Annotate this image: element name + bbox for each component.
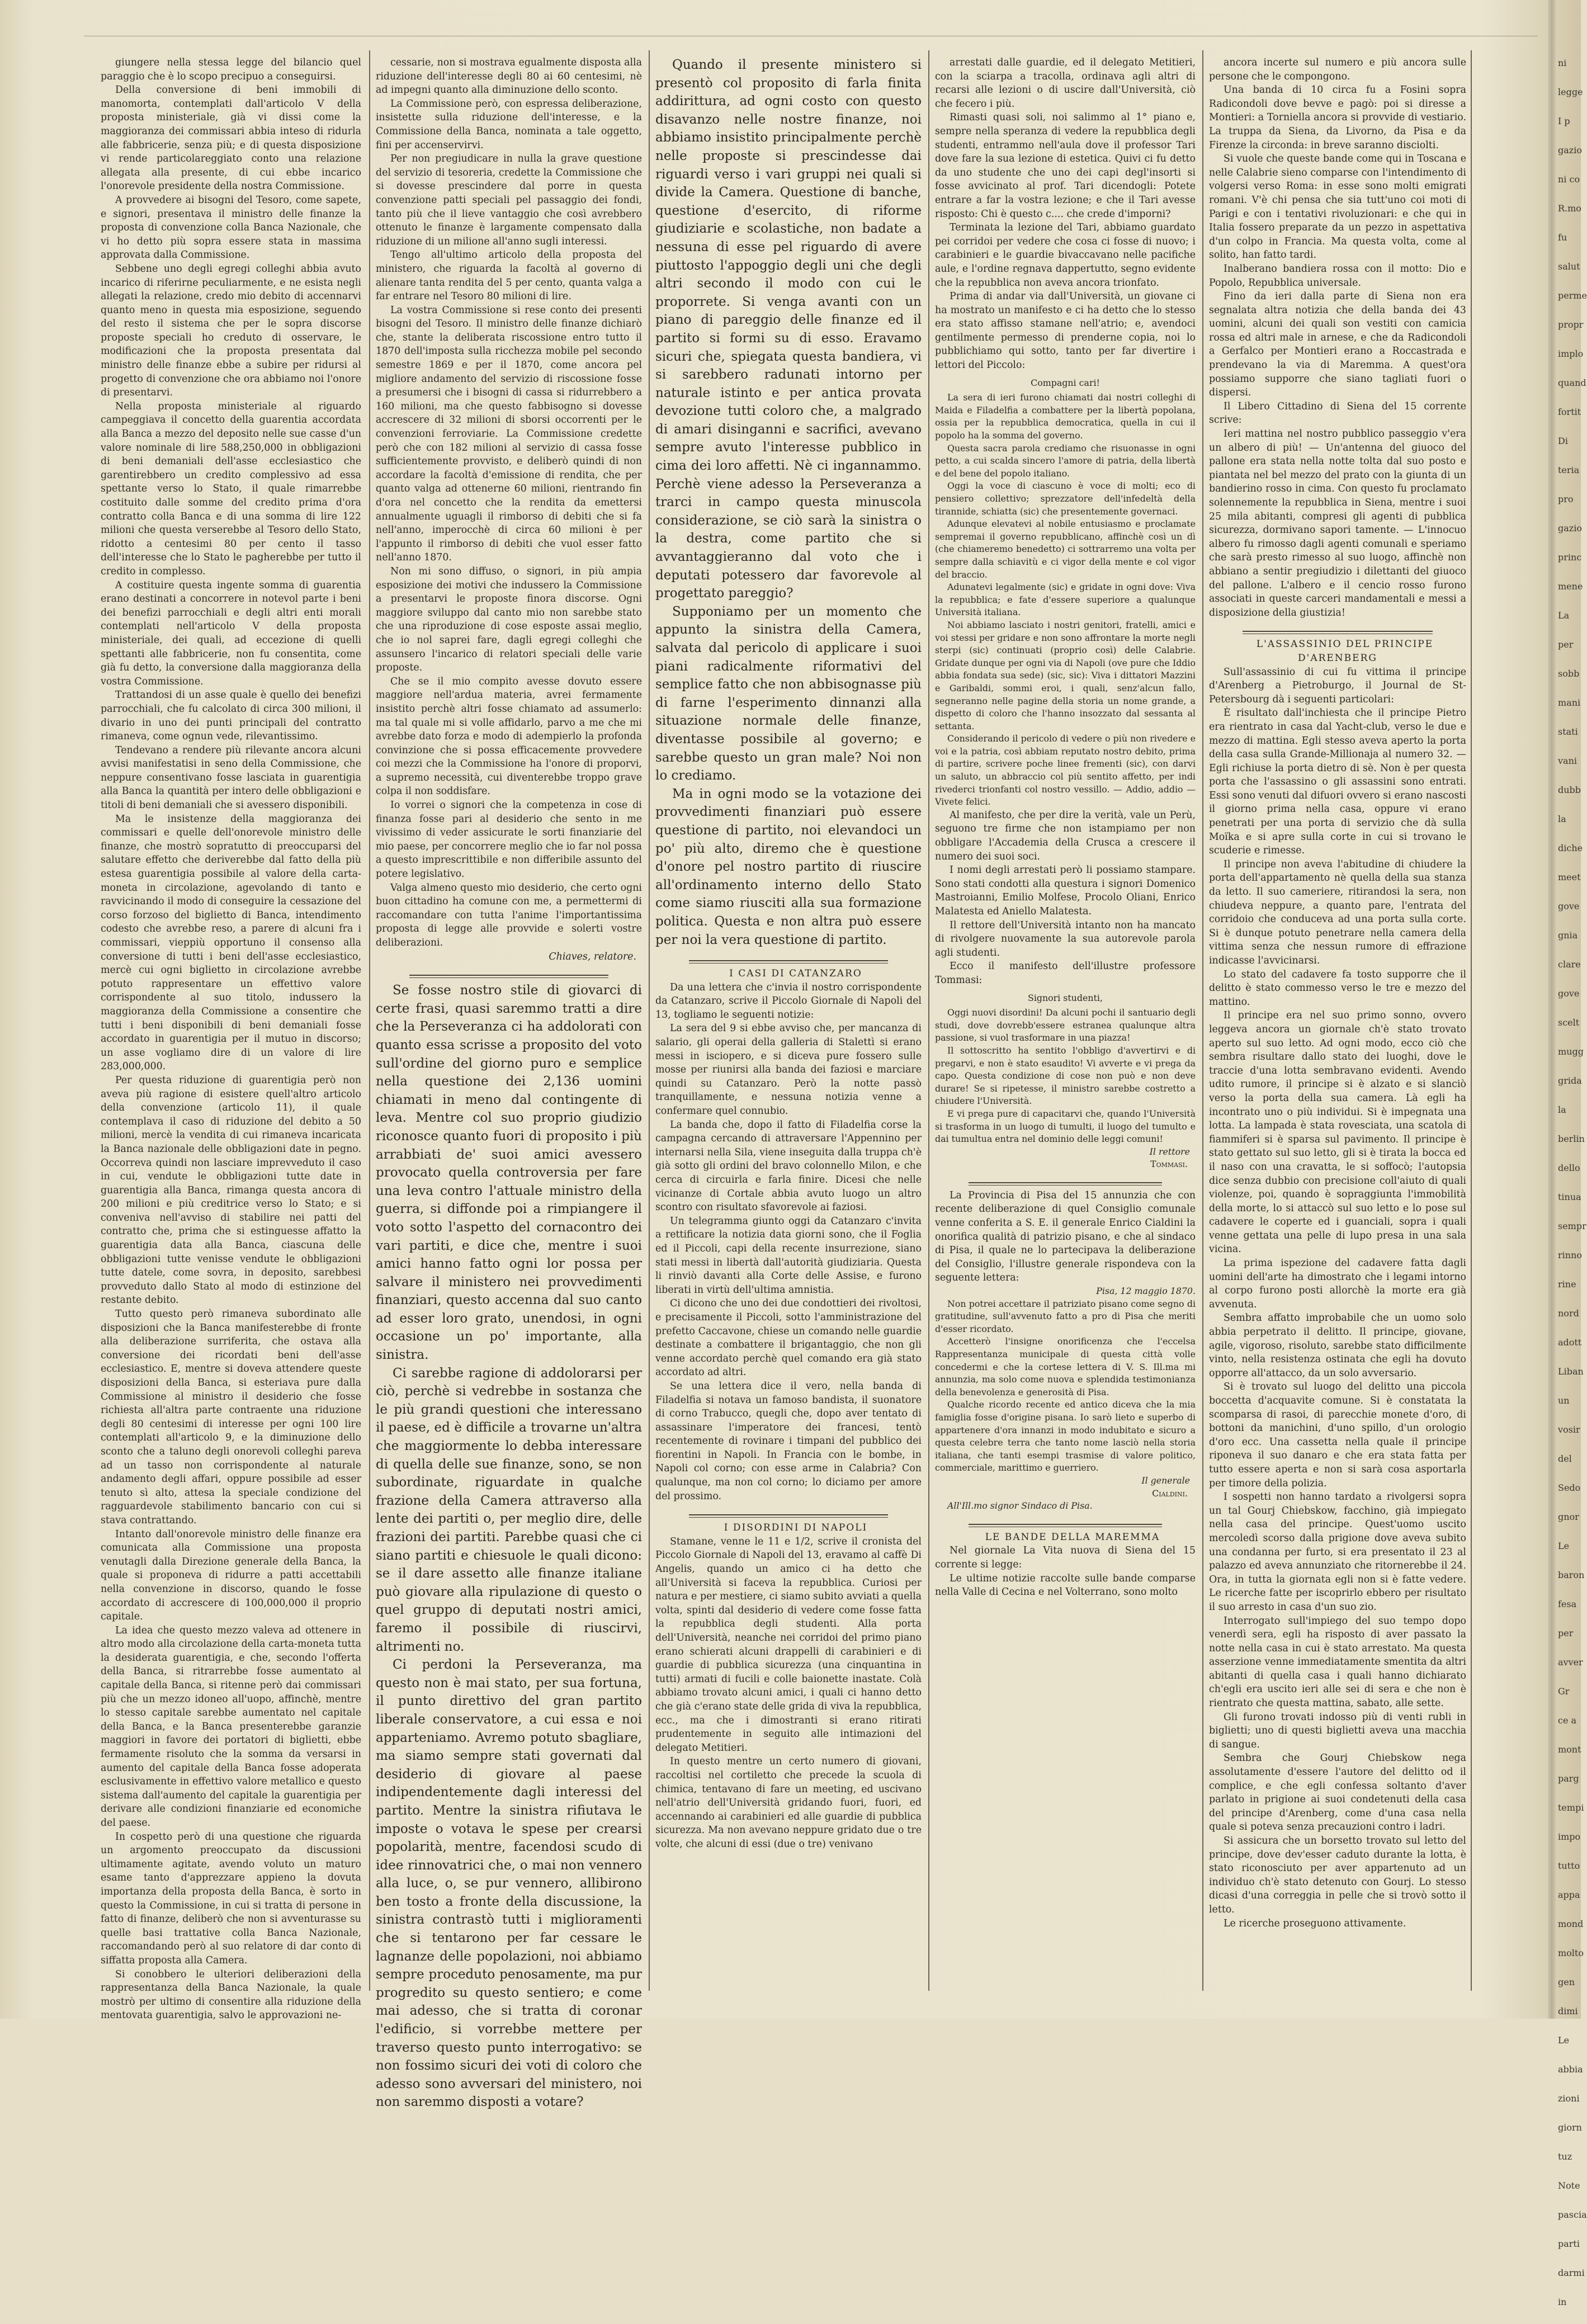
edge-fragment: R.mo [1558,203,1581,214]
col4-paragraph: Rimasti quasi soli, noi salimmo al 1° piano e, sempre nella speranza di vedere la repubblica degli studenti, entrammo nell'aula dove il professor Tari dove fare la sua lezione di estetica. Quivi ci fu detto da uno studente che uno dei capi degl'insorti si fosse avvicinato al prof. Tari dicendogli: Potete entrare a far la vostra lezione; e che il Tari avesse risposto: Chi è questo c.... che crede d'imporni? [935,112,1196,220]
col3-paragraph: La sera del 9 si ebbe avviso che, per mancanza di salario, gli operai della galleria di Stalettì si erano messi in isciopero, e si diceva pure fossero sulle mosse per riunirsi alla banda dei faziosi e marciare quindi su Catanzaro. Però la notte passò tranquillamente, e nessuna notizia venne a confermare quel connubio. [655,1023,922,1117]
col5-paragraph: Il Libero Cittadino di Siena del 15 corrente scrive: [1209,400,1466,426]
edge-fragment: propr [1558,319,1584,330]
col5-paragraph: È risultato dall'inchiesta che il principe Pietro era rientrato in casa dal Yacht-club, verso le due e mezzo di mattina. Egli stesso aveva aperto la porta della casa sulla Grande-Millionaja al numero 32. — Egli richiuse la porta dietro di sè. Non è per questa porta che l'assassino o gli assassini sono entrati. Essi sono venuti dal difuori ovvero si erano nascosti il giorno prima nella casa, oppure vi erano penetrati per una porta di servizio che dà sulla Moïka e si apre sulla corte in cui si trovano le scuderie e rimesse. [1209,707,1466,857]
edge-fragment: in [1558,2297,1567,2307]
edge-fragment: gazio [1558,145,1582,155]
letter-date: Pisa, 12 maggio 1870. [1096,1286,1196,1297]
edge-fragment: Di [1558,436,1568,446]
col4-paragraph: Il rettore dell'Università intanto non ha mancato di rivolgere nuovamente la sua autorevole parola agli studenti. [935,919,1196,958]
edge-fragment: dubb [1558,785,1581,795]
edge-fragment: ni [1558,58,1567,68]
edge-fragment: stati [1558,726,1578,737]
edge-fragment: grida [1558,1075,1582,1086]
col5-paragraph: Si è trovato sul luogo del delitto una piccola boccetta d'acquavite comune. Si è constatata la scomparsa di rasoi, di parecchie monete d'oro, di bottoni da manichini, d'uno spillo, d'un orologio d'oro ecc. Una cassetta nella quale il principe riponeva il suo danaro e che era stata fatta per tutto essere aperta e non si sarà cosa asportarla per timore della polizia. [1209,1381,1466,1489]
edge-fragment: sobb [1558,668,1580,679]
column-5 [1209,56,1466,1980]
letter-paragraph: Qualche ricordo recente ed antico diceva che la mia famiglia fosse d'origine pisana. Io sarò lieto e superbo di appartenere d'ora innanzi in modo indubitato e sicuro a questa celebre terra che tanto nome lasciò nella storia italiana, che tanti esempi trasmise di valore politico, commerciale, marittimo e guerriero. [935,1399,1196,1473]
rector-paragraph: Il sottoscritto ha sentito l'obbligo d'avvertirvi e di pregarvi, e non è stato esaudito! Vi avverte e vi prega da capo. Questa condizione di cose non può e non deve durare! Se si ripetesse, il ministro sarebbe costretto a chiudere l'Università. [935,1045,1196,1107]
edge-fragment: mond [1558,1919,1584,1929]
edge-fragment: gen [1558,1977,1575,1987]
manifesto-paragraph: La sera di ieri furono chiamati dai nostri colleghi di Maida e Filadelfia a combattere per la libertà popolana, ossia per la repubblica democratica, quella in cui il popolo ha la somma del governo. [935,392,1196,441]
edge-fragment: zioni [1558,2093,1580,2104]
manifesto-paragraph: Noi abbiamo lasciato i nostri genitori, fratelli, amici e voi stessi per gridare e non sono affrontare la morte negli sterpi (sic) continuati (proprio così) delle Calabrie. Gridate dunque per ogni via di Napoli (ove pure che Iddio abbia fondata sua sede) (sic, sic): Viva i dittatori Mazzini e Garibaldi, sommi eroi, i quali, senz'alcun fallo, segneranno nelle pagine della storia un nome grande, a dispetto di coloro che l'hanno insozzato dal sessanta al settanta. [935,619,1196,731]
letter-signature-name: Cialdini. [1152,1487,1188,1499]
edge-fragment: impo [1558,1831,1581,1842]
article-separator [689,1514,888,1518]
col5-paragraph: I sospetti non hanno tardato a rivolgersi sopra un tal Gourj Chiebskow, facchino, già impiegato nella casa del principe. Quest'uomo uscito mercoledì scorso dalla prigione dove aveva subito una condanna per furto, si era presentato il 23 al palazzo ed aveva annunziato che ritornerebbe il 24. Ora, in tutta la giornata egli non si è fatte vedere. Le ricerche fatte per iscoprirlo ebbero per risultato il suo arresto in casa d'un suo zio. [1209,1491,1466,1613]
col4-paragraph: Terminata la lezione del Tari, abbiamo guardato pei corridoi per vedere che cosa ci fosse di nuovo; i carabinieri e le guardie bivaccavano nelle pacifiche aule, e l'ordine regnava dappertutto, segno evidente che la repubblica non aveva ancora trionfato. [935,222,1196,289]
col5-paragraph: Il principe non aveva l'abitudine di chiudere la porta dell'appartamento nè quella della sua stanza da letto. Il suo cameriere, ritirandosi la sera, non chiudeva neppure, a quanto pare, l'entrata del corridoio che conduceva ad una porta sulla corte. Si è dunque potuto penetrare nella camera della vittima senza che nessun rumore di effrazione indicasse l'avvicinarsi. [1209,858,1466,966]
edge-fragment: la [1558,814,1566,824]
edge-fragment: Le [1558,2035,1570,2046]
column-2 [376,56,642,2110]
edge-fragment: vosir [1558,1424,1580,1435]
col1-paragraph: Trattandosi di un asse quale è quello dei benefizi parrocchiali, che fu calcolato di circa 300 milioni, il divario in uno dei punti principali del contratto rimaneva, come ognun vede, rilevantissimo. [101,689,361,743]
edge-fragment: pascia [1558,2209,1587,2220]
col1-paragraph: Nella proposta ministeriale al riguardo campeggiava il concetto della guarentia accordata alla Banca a mezzo del deposito nelle sue casse d'un valore nominale di lire 588,250,000 in obbligazioni di beni demaniali dell'asse ecclesiastico che garentirebbero un credito complessivo ad essa spettante verso lo Stato, il quale rimarrebbe costituito dalle somme del credito prima d'ora contratto colla Banca e di una somma di lire 122 milioni che questa verserebbe al Tesoro dello Stato, ridotto a centesimi 80 per cento il tasso dell'interesse che lo Stato le pagherebbe per tutto il credito in complesso. [101,400,361,577]
edge-fragment: parg [1558,1773,1579,1784]
col2-paragraph: Per non pregiudicare in nulla la grave questione del servizio di tesoreria, credette la Commissione che si dovesse prescindere dal porre in questa convenzione patti speciali pel passaggio dei fondi, tanto più che il lieve vantaggio che così avrebbero ottenuto le finanze è largamente compensato dalla riduzione di un milione all'anno sugli interessi. [376,153,642,247]
edge-fragment: sempr [1558,1221,1586,1231]
edge-fragment: gnor [1558,1511,1579,1522]
edge-fragment: ce a [1558,1715,1577,1726]
col1-paragraph: Si conobbero le ulteriori deliberazioni della rappresentanza della Banca Nazionale, la quale mostrò per ultimo di consentire alla riduzione della mentovata guarentigia, salvo le approvazioni ne- [101,1968,361,2021]
edge-fragment: princ [1558,552,1582,563]
edge-fragment: rine [1558,1279,1576,1289]
col2-paragraph: Ci perdoni la Perseveranza, ma questo non è mai stato, per sua fortuna, il punto direttivo del gran partito liberale conservatore, a cui essa e noi apparteniamo. Avremo potuto sbagliare, ma siamo sempre stati governati dal desiderio di giovare al paese indipendentemente dagli interessi del partito. Mentre la sinistra rifiutava le imposte o votava le spese per crearsi popolarità, mentre, facendosi scudo di idee rinnovatrici che, o mai non vennero alla luce, o, se pur vennero, allibirono ben tosto a fronte della discussione, la sinistra contrastò tutti i miglioramenti che si tentarono per far cessare le lagnanze delle popolazioni, noi abbiamo sempre proceduto penosamente, ma pur progredito su questo sentiero; e come mai adesso, che si tratta di coronar l'edificio, si vorrebbe mettere per traverso questo punto interrogativo: se non fossimo sicuri dei voti di coloro che adesso sono avversari del ministero, noi non saremmo disposti a votare? [376,1657,642,2110]
edge-fragment: teria [1558,465,1580,475]
col3-paragraph: Supponiamo per un momento che appunto la sinistra della Camera, salvata dal pericolo di applicare i suoi piani radicalmente riformativi del semplice fatto che non abbisognasse più di farne l'esperimento dinnanzi alla situazione normale delle finanze, diventasse possibile al governo; e sarebbe questo un gran male? Noi non lo crediamo. [655,604,922,783]
article-separator [409,975,608,978]
col5-paragraph: Si assicura che un borsetto trovato sul letto del principe, dove dev'esser caduto durante la lotta, è stato riconosciuto per aver appartenuto ad un individuo ch'è stato detenuto con Gourj. Lo stesso dicasi d'una correggia in pelle che si trovò sotto il letto. [1209,1835,1466,1915]
edge-fragment: ni co [1558,174,1580,185]
rector-paragraph: Oggi nuovi disordini! Da alcuni pochi il santuario degli studi, dove dovrebb'essere estranea qualunque altra passione, si vuol trasformare in una piazza! [935,1007,1196,1043]
perseveranza-article [376,981,642,2112]
col5-paragraph: Inalberano bandiera rossa con il motto: Dio e Popolo, Repubblica universale. [1209,263,1466,289]
edge-fragment: dimi [1558,2006,1578,2016]
edge-fragment: Le [1558,1541,1570,1551]
edge-fragment: gove [1558,988,1580,999]
manifesto-paragraph: Considerando il pericolo di vedere o più non rivedere e voi e la patria, così abbiam reputato nostro debito, prima di partire, scrivere poche linee frementi (sic), con darvi un saluto, un abbraccio col più sentito affetto, per indi rivederci trionfanti col nostro vessillo. — Addio, addio — Vivete felici. [935,733,1196,807]
column-rule [649,50,650,1991]
col3-paragraph: Se una lettera dice il vero, nella banda di Filadelfia si notava un famoso bandista, il suonatore di corno Trabucco, quegli che, dopo aver tentato di assassinare l'imperatore dei francesi, tentò recentemente di rovinare i timpani del pubblico dei fiorentini in Napoli. In Francia con le bombe, in Napoli col corno; con esse arme in Calabria? Con qualunque, ma non col corno; lo diciamo per amore del prossimo. [655,1380,922,1502]
col1-paragraph: Per questa riduzione di guarentigia però non aveva più ragione di esistere quell'altro articolo della convenzione (articolo 11), il quale contemplava il caso di riduzione del debito a 50 milioni, mercè la vendita di cui rimaneva incaricata la Banca nazionale delle obbligazioni date in pegno. Occorreva quindi non lasciare imprevveduto il caso in cui, vendute le obbligazioni tutte date in guarentigia alla Banca, rimanga questa ancora di 200 milioni e più creditrice verso lo Stato; e si conveniva nell'avviso di stabilire nei patti del contratto che, prima che si estinguesse affatto la guarentigia data alla Banca, ciascuna delle obbligazioni tutte venisse vendute le obbligazioni tutte datele, come sovra, in deposito, sarebbesi provveduto dallo Stato al modo di estinzione del restante debito. [101,1074,361,1306]
col1-paragraph: In cospetto però di una questione che riguarda un argomento preoccupato da discussioni ultimamente agitate, avendo voluto un maturo esame tanto d'apprezzare appieno la dovuta importanza della proposta della Banca, è sorto in questo la Commissione, in cui si tratta di persone in fatto di finanze, deliberò che non si avventurasse su quelle basi trattative colla Banca Nazionale, raccomandando però al suo relatore di dar conto di siffatta proposta alla Camera. [101,1831,361,1966]
relatore-signature: Chiaves, relatore. [549,951,636,962]
col3-paragraph: In questo mentre un certo numero di giovani, raccoltisi nel cortiletto che precede la scuola di chimica, tentavano di fare un meeting, ed uscivano nell'atrio dell'Università gridando fuori, fuori, ed accennando ai carabinieri ed alle guardie di pubblica sicurezza. Ma non avevano neppure gridato due o tre volte, che alcuni di essi (due o tre) venivano [655,1756,922,1850]
manifesto-students [935,377,1196,809]
col1-paragraph: Tendevano a rendere più rilevante ancora alcuni avvisi manifestatisi in seno della Commissione, che neppure consentivano fosse lasciata in guarentigia alla Banca la quantità per intero delle obbligazioni e titoli di beni demaniali che si avessero disponibili. [101,744,361,811]
col5-paragraph: Interrogato sull'impiego del suo tempo dopo venerdì sera, egli ha risposto di aver passato la notte nella casa in cui è stato arrestato. Ma questa asserzione venne immediatamente smentita da altri abitanti di quella casa i quali hanno dichiarato ch'egli era uscito ieri alle sei di sera e che non è rientrato che questa mattina, sabato, alle sette. [1209,1615,1466,1709]
column-1 [101,56,361,2021]
col2-paragraph: Valga almeno questo mio desiderio, che certo ogni buon cittadino ha comune con me, a permettermi di raccomandare con tutta l'anime l'importantissima proposta di legge alle provvide e solerti vostre deliberazioni. [376,882,642,948]
letter-paragraph: Non potrei accettare il patriziato pisano come segno di gratitudine, sull'avvenuto fatto a pro di Pisa che meriti d'esser ricordato. [935,1298,1196,1334]
rector-paragraph: E vi prega pure di capacitarvi che, quando l'Università si trasforma in un luogo di tumulti, il luogo del tumulto e dai tumultua entra nel dominio delle leggi comuni! [935,1108,1196,1145]
column-3 [655,56,922,1980]
edge-fragment: implo [1558,348,1584,359]
section-title-catanzaro: I CASI DI CATANZARO [729,968,862,980]
col4-paragraph: Ecco il manifesto dell'illustre professore Tommasi: [935,961,1196,986]
edge-fragment: un [1558,1395,1570,1406]
col1-paragraph: Tutto questo però rimaneva subordinato alle disposizioni che la Banca manifesterebbe di fronte alla deliberazione surriferita, che ostava alla conversione dei ricordati beni dell'asse ecclesiastico. E, mentre si doveva attendere queste disposizioni della Banca, si esteriava pure dalla Commissione al ministro il desiderio che fosse richiesta all'altra parte contraente una riduzione degli 80 centesimi di interesse per ogni 100 lire contemplati all'articolo 9, e la diminuzione dello sconto che a taluno degli onorevoli colleghi pareva ad un tasso non corrispondente al naturale andamento degli affari, oppure possibile ad esser tenuto sì alto, attesa la speciale condizione del ragguardevole stabilimento bancario con cui si stava contrattando. [101,1309,361,1526]
col4-paragraph: Nel giornale La Vita nuova di Siena del 15 corrente si legge: [935,1545,1196,1570]
column-rule [928,50,929,1991]
col4-paragraph: arrestati dalle guardie, ed il delegato Metitieri, con la sciarpa a tracolla, ordinava agli altri di recarsi alle lezioni o di uscire dall'Università, ciò che fecero i più. [935,57,1196,110]
section-title-arenberg: L'ASSASSINIO DEL PRINCIPE D'ARENBERG [1256,639,1434,664]
edge-fragment: mene [1558,581,1583,592]
col1-paragraph: Sebbene uno degli egregi colleghi abbia avuto incarico di riferirne peculiarmente, e ne esista negli allegati la relazione, credo mio debito di accennarvi quanto meno in questa mia esposizione, seguendo del resto il sistema che per le sopra discorse proposte speciali ho creduto di osservare, le modificazioni che la proposta presentata dal ministro delle finanze ebbe a subire per ridursi al progetto di convenzione che ora abbiamo noi l'onore di presentarvi. [101,263,361,399]
edge-fragment: diche [1558,843,1583,853]
edge-fragment: dello [1558,1163,1580,1173]
edge-fragment: Gr [1558,1686,1570,1697]
column-rule [1202,50,1203,1991]
col3-paragraph: Da una lettera che c'invia il nostro corrispondente da Catanzaro, scrive il Piccolo Giornale di Napoli del 13, togliamo le seguenti notizie: [655,981,922,1021]
col1-paragraph: A costituire questa ingente somma di guarentia erano destinati a concorrere in notevol parte i beni dei benefizi parrocchiali e degli altri enti morali contemplati nell'articolo V della proposta ministeriale, dei quali, ad eccezione di quelli spettanti alle fabbricerie, non fu consentita, come già fu detto, la conversione dalla maggioranza della vostra Commissione. [101,579,361,687]
edge-fragment: per [1558,639,1574,650]
col2-paragraph: Tengo all'ultimo articolo della proposta del ministero, che riguarda la facoltà al governo di alienare tanta rendita del 5 per cento, quanta valga a far entrare nel Tesoro 80 milioni di lire. [376,249,642,303]
next-page-edge-fragments [1558,56,1587,2307]
edge-fragment: perme [1558,290,1587,301]
edge-fragment: berlin [1558,1133,1585,1144]
rector-heading: Signori studenti, [1028,992,1103,1003]
col3-paragraph: La banda che, dopo il fatto di Filadelfia corse la campagna cercando di attraversare l'Appennino per internarsi nella Sila, viene inseguita dalla truppa ch'è già sotto gli ordini del bravo colonnello Milon, e che cerca di circuirla e farla finire. Dicesi che nelle vicinanze di Cortale abbia avuto luogo un altro scontro con risultato sfavorevole ai faziosi. [655,1119,922,1213]
edge-fragment: scelt [1558,1017,1580,1028]
edge-fragment: tuz [1558,2151,1572,2162]
edge-fragment: fortit [1558,407,1581,417]
col1-paragraph: Della conversione di beni immobili di manomorta, contemplati dall'articolo V della proposta ministeriale, già vi dissi come la maggioranza dei commissari abbia inteso di ridurla alle fabbricerie, senza più; e di questa disposizione vi rende particolareggiato conto una relazione allegata alla presente, di cui ebbe incarico l'onorevole presidente della nostra Commissione. [101,84,361,192]
edge-fragment: vani [1558,755,1577,766]
edge-fragment: I p [1558,116,1570,126]
col2-paragraph: Io vorrei o signori che la competenza in cose di finanza fosse pari al desiderio che sento in me vivissimo di veder assicurate le sorti finanziarie del mio paese, per concorrere meglio che io far nol possa a questo imprescrittibile e non differibile assunto del potere legislativo. [376,800,642,880]
edge-fragment: adott [1558,1337,1582,1348]
edge-fragment: mugg [1558,1046,1584,1057]
edge-fragment: fesa [1558,1599,1577,1609]
article-separator [969,1182,1162,1185]
edge-fragment: per [1558,1628,1574,1638]
editorial-continued [655,56,922,949]
col2-paragraph: Se fosse nostro stile di giovarci di certe frasi, quasi saremmo tratti a dire che la Perseveranza ci ha addolorati con quanto essa scrisse a proposito del voto sull'ordine del giorno puro e semplice nella questione dei 2,136 uomini chiamati in meno dal contingente di leva. Mentre col suo proprio giudizio riconosce quanto fuori di proposito i più arrabbiati de' suoi amici avessero provocato quella controversia per fare una leva contro l'attuale ministro della guerra, si diffonde poi a rimpiangere il voto sotto l'aspetto del cornacontro dei vari partiti, e dice che, mentre i suoi amici hanno fatto ogni lor possa per salvare il ministero nei provvedimenti finanziari, questo accenna dal suo canto ad esser loro grato, unendosi, in ogni occasione un po' importante, alla sinistra. [376,983,642,1363]
col4-paragraph: La Provincia di Pisa del 15 annunzia che con recente deliberazione di quel Consiglio comunale venne conferita a S. E. il generale Enrico Cialdini la onorifica qualità di patrizio pisano, e che al sindaco di Pisa, il quale ne lo partecipava la deliberazione del Consiglio, l'illustre generale rispondeva con la seguente lettera: [935,1189,1196,1284]
col5-paragraph: Sull'assassinio di cui fu vittima il principe d'Arenberg a Pietroburgo, il Journal de St-Petersbourg dà i seguenti particolari: [1209,666,1466,705]
col5-paragraph: Si vuole che queste bande come qui in Toscana e nelle Calabrie sieno comparse con l'intendimento di volgersi verso Roma: in esse sono molti emigrati romani. V'è chi pensa che sia tutt'uno coi moti di Parigi e con i tentativi rivoluzionari: e che qui in Italia fossero preparate da un pezzo in aspettativa d'un colpo in Francia. Ma questa volta, come al solito, han fatto tardi. [1209,153,1466,261]
manifesto-paragraph: Oggi la voce di ciascuno è voce di molti; eco di pensiero collettivo; sprezzatore dell'infedeltà della tirannide, schiatta (sic) che presentemente governaci. [935,480,1196,517]
edge-fragment: salut [1558,261,1580,272]
col3-paragraph: Stamane, venne le 11 e 1/2, scrive il cronista del Piccolo Giornale di Napoli del 13, eravamo al caffè Di Angelis, quando un amico ci ha detto che all'Università si faceva la repubblica. Curiosi per natura e per mestiere, ci siamo subito avviati a quella volta, spinti dal desiderio di vedere come fosse fatta la repubblica degli studenti. Alla porta dell'Università, neanche nei corridoi del primo piano erano schierati alcuni drappelli di carabinieri e di guardie di pubblica sicurezza (una cinquantina in tutti) armati di fucili e colle baionette inastate. Colà abbiamo trovato alcuni amici, i quali ci hanno detto che già c'erano state delle grida di viva la repubblica, ecc., ma che i dimostranti si erano ritirati prudentemente in seguito alle intimazioni del delegato Metitieri. [655,1536,922,1754]
col5-paragraph: La prima ispezione del cadavere fatta dagli uomini dell'arte ha dimostrato che i legami intorno al corpo furono posti allorchè la morte era già avvenuta. [1209,1258,1466,1310]
column-rule [369,50,370,1991]
edge-fragment: quand [1558,377,1586,388]
col5-paragraph: Sembra che Gourj Chiebskow nega assolutamente d'essere l'autore del delitto od il complice, e che egli confessa soltanto d'aver parlato in prigione ai suoi condetenuti della casa del principe d'Arenberg, come d'una casa nella quale si poteva senza precauzioni contro i ladri. [1209,1753,1466,1833]
edge-fragment: gove [1558,901,1580,911]
col2-paragraph: La vostra Commissione si rese conto dei presenti bisogni del Tesoro. Il ministro delle finanze dichiarò che, stante la deliberata riscossione entro tutto il 1870 dell'imposta sulla ricchezza mobile pel secondo semestre 1869 e per il 1870, come ancora pel migliore andamento del servizio di riscossione fosse a presumersi che i bisogni di cassa si ridurrebbero a 160 milioni, ma che questo fabbisogno si dovesse accrescere di 32 milioni di sborsi occorrenti per le convenzioni ferroviarie. La Commissione credette però che con 182 milioni al servizio di cassa fosse sufficientemente provvisto, e deliberò quindi di non accordare la facoltà d'emissione di rendita, che per quanto valga ad ottenerne 60 milioni, rientrando fin d'ora nel concetto che la rendita da emettersi annualmente uguagli il rimborso di debiti che si fa nell'anno, imperocchè di circa 60 milioni è per l'appunto il rimborso di debiti che vuol esser fatto nell'anno 1870. [376,304,642,564]
col2-paragraph: cessarie, non si mostrava egualmente disposta alla riduzione dell'interesse degli 80 ai 60 centesimi, nè ad impegni quanto alla diminuzione dello sconto. [376,57,642,96]
rector-name: Tommasi. [1150,1159,1188,1170]
manifesto-heading: Compagni cari! [1031,377,1100,388]
edge-fragment: Note [1558,2180,1580,2191]
col4-paragraph: Prima di andar via dall'Università, un giovane ci ha mostrato un manifesto e ci ha detto che lo stesso era stato affisso stamane nell'atrio; e, avendoci gentilmente permesso di prenderne copia, noi lo pubblichiamo qui sotto, tanto per far divertire i lettori del Piccolo: [935,291,1196,371]
col1-paragraph: Intanto dall'onorevole ministro delle finanze era comunicata alla Commissione una proposta venutagli dalla Direzione generale della Banca, la quale si proponeva di ridurre a patti accettabili nella convenzione in discorso, quando le fosse accordato di accrescere di 100,000,000 il proprio capitale. [101,1528,361,1623]
cialdini-letter [935,1285,1196,1513]
edge-fragment: appa [1558,1890,1580,1900]
edge-fragment: pro [1558,494,1574,504]
col5-paragraph: Le ricerche proseguono attivamente. [1224,1917,1406,1929]
col5-paragraph: Una banda di 10 circa fu a Fosini sopra Radicondoli dove bevve e pagò: poi si diresse a Montieri: a Torniella ancora si provvide di vestiario. La truppa da Siena, da Livorno, da Pisa e da Firenze la circonda: in breve saranno disciolti. [1209,84,1466,151]
edge-fragment: La [1558,610,1570,621]
col4-paragraph: Al manifesto, che per dire la verità, vale un Perù, seguono tre firme che non istampiamo per non obbligare l'Accademia della Crusca a crescere il numero dei suoi soci. [935,809,1196,862]
edge-fragment: Sedo [1558,1482,1581,1493]
col2-paragraph: Ci sarebbe ragione di addolorarsi per ciò, perchè si vedrebbe in sostanza che le più grandi questioni che interessano il paese, ed è difficile a trovarne un'altra che maggiormente lo debba interessare di quella delle sue finanze, sono, se non subordinate, riguardate in qualche frazione della Camera attraverso alla lente dei partiti o, per meglio dire, delle frazioni dei partiti. Parebbe quasi che ci siano partiti e chiesuole le quali dicono: se il dare assetto alle finanze italiane può giovare alla ripulazione di questo o quel gruppo di deputati nostri amici, faremo il possibile di riuscirvi, altrimenti no. [376,1366,642,1654]
col2-paragraph: La Commissione però, con espressa deliberazione, insistette sulla riduzione dell'interesse, e la Commissione della Banca, nominata a tale oggetto, fini per accenservirvi. [376,98,642,151]
col1-paragraph: Ma le insistenze della maggioranza dei commissari e quelle dell'onorevole ministro delle finanze, che mostrò sopratutto di preoccuparsi del salutare effetto che deriverebbe dal fatto della più estesa guarentigia possibile al valore della carta-moneta in circolazione, agevolando di tanto e ravvicinando il modo di conseguire la cessazione del corso forzoso del biglietto di Banca, intendimento codesto che avrebbe reso, a parere di alcuni fra i commissari, vieppiù opportuno il consenso alla conversione di tutti i beni dell'asse ecclesiastico, mercè cui ogni biglietto in circolazione avrebbe potuto rappresentare un effettivo valore corrispondente al suo titolo, indussero la maggioranza della Commissione a consentire che tutti i beni disponibili di beni demaniali fosse accordato in guarentigia per il mutuo in discorso; un asse vogliamo dire di un valore di lire 283,000,000. [101,813,361,1073]
edge-fragment: clare [1558,959,1581,970]
edge-fragment: mont [1558,1744,1581,1755]
col3-paragraph: Quando il presente ministero si presentò col proposito di farla finita addirittura, ad ogni costo con questo disavanzo nelle nostre finanze, noi abbiamo insistito principalmente perchè nelle proposte si prescindesse dai riguardi verso i vari gruppi nei quali si divide la Camera. Questione di banche, questione d'esercito, di riforme giudiziarie e scolastiche, non badate a nessuna di esse pel riguardo di avere piuttosto l'appoggio degli uni che degli altri secondo il modo con cui le proporrete. Si venga avanti con un piano di pareggio delle finanze ed il partito si formi su di esso. Eravamo sicuri che, spiegata questa bandiera, vi si sarebbero radunati intorno per naturale istinto e per antica provata devozione tutti coloro che, a malgrado di amari disinganni e sacrifici, avevano sempre avuto l'interesse pubblico in cima dei loro affetti. Nè ci ingannammo. Perchè viene adesso la Perseveranza a trarci in campo questa minuscola considerazione, se ciò sarà la sinistra o la destra, come partito che si avvantaggieranno dal voto che i deputati potessero dar favorevole al progettato pareggio? [655,58,922,601]
edge-fragment: tempi [1558,1802,1584,1813]
edge-fragment: avver [1558,1657,1583,1668]
article-separator [969,1524,1162,1527]
article-separator [689,960,888,963]
section-title-maremma: LE BANDE DELLA MAREMMA [985,1531,1160,1543]
col3-paragraph: Un telegramma giunto oggi da Catanzaro c'invita a rettificare la notizia data giorni sono, che il Foglia ed il Piccoli, capi della recente insurrezione, siano stati messi in libertà dall'autorità giudiziaria. Questa li rinviò davanti alla Corte delle Assise, e furono liberati in virtù dell'ultima amnistia. [655,1215,922,1296]
col1-paragraph: giungere nella stessa legge del bilancio quel paraggio che è lo scopo precipuo a conseguirsi. [101,57,361,82]
edge-fragment: tutto [1558,1860,1580,1871]
page-fold-shadow [1548,0,1556,2019]
col4-paragraph: I nomi degli arrestati però li possiamo stampare. Sono stati condotti alla questura i signori Domenico Mastroianni, Emilio Molfese, Procolo Oliani, Enrico Malatesta ed Aniello Malatesta. [935,865,1196,917]
letter-signature-title: Il generale [1141,1475,1190,1486]
edge-fragment: gnia [1558,930,1578,941]
col1-paragraph: A provvedere ai bisogni del Tesoro, come sapete, e signori, presentava il ministro delle finanze la proposta di convenzione colla Banca Nazionale, che vi ho detto più sopra essere stata in massima approvata dalla Commissione. [101,194,361,261]
col5-paragraph: ancora incerte sul numero e più ancora sulle persone che le compongono. [1209,57,1466,82]
col5-paragraph: Fino da ieri dalla parte di Siena non era segnalata altra notizia che della banda dei 43 uomini, alcuni dei quali son vestiti con camicia rossa ed altri male in arnese, e che da Radicondoli a Gerfalco per Montieri erano a Roccastrada e prendevano la via di Maremma. A quest'ora possiamo supporre che siano tagliati fuori o dispersi. [1209,291,1466,399]
col5-paragraph: Ieri mattina nel nostro pubblico passeggio v'era un albero di più! — Un'antenna del giuoco del pallone era stata nella notte tolta dal suo posto e piantata nel bel mezzo del prato con la giunta di un bandierino rosso in cima. Con questo fu proclamato solennemente la repubblica in Siena, mentre i suoi 25 mila abitanti, compresi gli agenti di pubblica sicurezza, dormivano sapori tamente. — L'innocuo albero fu rimosso dagli agenti comunali e speriamo che sarà presto rimesso al suo luogo, affinchè non abbiano a sentir pregiudizio i dilettanti del giuoco del pallone. L'albero e il cencio rosso furono associati in queste carceri mandamentali e messi a disposizione della giustizia! [1209,428,1466,618]
section-title-napoli: I DISORDINI DI NAPOLI [724,1522,868,1534]
col5-paragraph: Il principe era nel suo primo sonno, ovvero leggeva ancora un giornale ch'è stato trovato aperto sul suo letto. Ad ogni modo, ecco ciò che sembra risultare dallo stato dei luoghi, dove le traccie d'una lotta sembravano evidenti. Avendo udito rumore, il principe si è alzato e si slanciò verso la porta della sua camera. Là egli ha incontrato uno o più individui. Si è impegnata una lotta. La lampada è stata rovesciata, una scatola di fiammiferi si è sparsa sul pavimento. Il principe è stato gettato sul suo letto, gli si è tirata la bocca ed il naso con una cravatta, le si soffocò; l'autopsia dice senza dubbio con precisione coll'aiuto di quali violenze, poi, quando è sopraggiunta l'immobilità della morte, lo si attaccò sul suo letto e lo pose sul cadavere le coperte ed i guanciali, sopra i quali venne gettata una pelle di lupo presa in una sala vicina. [1209,1010,1466,1255]
col1-paragraph: La idea che questo mezzo valeva ad ottenere in altro modo alla circolazione della carta-moneta tutta la desiderata guarentigia, e che, secondo l'offerta della Banca, si ritrarrebbe fosse aumentato al capitale della Banca, si ritenne però dai commissari più che un mezzo idoneo all'uopo, affinchè, mentre lo stesso capitale sarebbe aumentato nel capitale della Banca, e la Banca presenterebbe garanzie maggiori in favore dei portatori di biglietti, ebbe fermamente risoluto che la somma da versarsi in aumento del capitale della Banca fosse adoperata esclusivamente in effettivo valore metallico e questo sistema dall'aumento del capitale la guarentigia per derivare alle condizioni finanziarie ed economiche del paese. [101,1624,361,1829]
edge-fragment: baron [1558,1570,1585,1580]
col3-paragraph: Ma in ogni modo se la votazione dei provvedimenti finanziari può essere questione di partito, noi elevandoci un po' più alto, diremo che è questione d'onore pel nostro partito di riuscire all'ordinamento interno dello Stato come siamo riusciti alla sua formazione politica. Questa e non altra può essere per noi la vera questione di partito. [655,786,922,947]
col3-paragraph: Ci dicono che uno dei due condottieri dei rivoltosi, e precisamente il Piccoli, sotto l'amministrazione del prefetto Caccavone, chiese un comando nelle guardie destinate a combattere il brigantaggio, che non gli venne accordato perchè quel comando era già stato accordato ad altri. [655,1298,922,1378]
col2-paragraph: Che se il mio compito avesse dovuto essere maggiore nell'ardua materia, avrei fermamente insistito perchè altri fosse chiamato ad assumerlo: ma tal quale mi si volle affidarlo, parvo a me che mi avrebbe dato forza e modo di adempierlo la profonda convinzione che si possa efficacemente provvedere coi mezzi che la Commissione ha l'onore di proporvi, a supremo necessità, cui diventerebbe troppo grave colpa il non soddisfare. [376,676,642,797]
col4-paragraph: Le ultime notizie raccolte sulle bande comparse nella Valle di Cecina e nel Volterrano, sono molto [935,1572,1196,1598]
edge-fragment: abbia [1558,2064,1583,2075]
edge-fragment: gazio [1558,523,1582,533]
column-4 [935,56,1196,1980]
rector-title: Il rettore [1149,1146,1190,1157]
column-rule [1471,50,1472,1991]
edge-fragment: tinua [1558,1192,1581,1202]
manifesto-paragraph: Adunque elevatevi al nobile entusiasmo e proclamate sempremai il governo repubblicano, affinchè così un dì (che chiameremo benedetto) ci sottrarremo una volta per sempre dalla schiavitù e ci vigor della mente e col vigor del braccio. [935,518,1196,580]
edge-fragment: parti [1558,2238,1580,2249]
col2-paragraph: Non mi sono diffuso, o signori, in più ampia esposizione dei motivi che indussero la Commissione a presentarvi le proposte finora discorse. Ogni maggiore sviluppo dal canto mio non sarebbe stato che una riproduzione di cose esposte assai meglio, che io nol saprei fare, dagli egregi colleghi che assunsero l'incarico di relatori speciali delle varie proposte. [376,565,642,674]
edge-fragment: la [1558,1104,1566,1115]
edge-fragment: darmi [1558,2268,1585,2278]
manifesto-rector [935,992,1196,1171]
edge-fragment: fu [1558,232,1567,243]
manifesto-paragraph: Adunatevi legalmente (sic) e gridate in ogni dove: Viva la repubblica; e fate d'essere superiore a qualunque Università italiana. [935,582,1196,618]
manifesto-paragraph: Questa sacra parola crediamo che risuonasse in ogni petto, a cui scalda sincero l'amore di patria, della libertà e del bene del popolo italiano. [935,442,1196,479]
edge-fragment: molto [1558,1948,1584,1958]
edge-fragment: mani [1558,697,1581,708]
letter-addressee: All'Ill.mo signor Sindaco di Pisa. [947,1500,1093,1511]
col5-paragraph: Gli furono trovati indosso più di venti rubli in biglietti; uno di questi biglietti aveva una macchia di sangue. [1209,1711,1466,1750]
edge-fragment: giorn [1558,2122,1582,2133]
col5-paragraph: Sembra affatto improbabile che un uomo solo abbia perpetrato il delitto. Il principe, giovane, agile, vigoroso, risoluto, sarebbe stato difficilmente vinto, nella resistenza ostinata che egli ha dovuto opporre all'attacco, da un solo avversario. [1209,1312,1466,1379]
letter-paragraph: Accetterò l'insigne onorificenza che l'eccelsa Rappresentanza municipale di questa città volle concedermi e che la cortese lettera di V. S. Ill.ma mi annunzia, ma solo come nuova e splendida testimonianza della benevolenza e generosità di Pisa. [935,1336,1196,1397]
edge-fragment: nord [1558,1308,1579,1319]
article-separator [1243,631,1433,634]
edge-fragment: del [1558,1453,1572,1464]
edge-fragment: legge [1558,87,1583,97]
edge-fragment: Liban [1558,1366,1584,1377]
col5-paragraph: Lo stato del cadavere fa tosto supporre che il delitto è stato commesso verso le tre e mezzo del mattino. [1209,969,1466,1008]
edge-fragment: rinno [1558,1250,1583,1260]
edge-fragment: meet [1558,872,1581,882]
